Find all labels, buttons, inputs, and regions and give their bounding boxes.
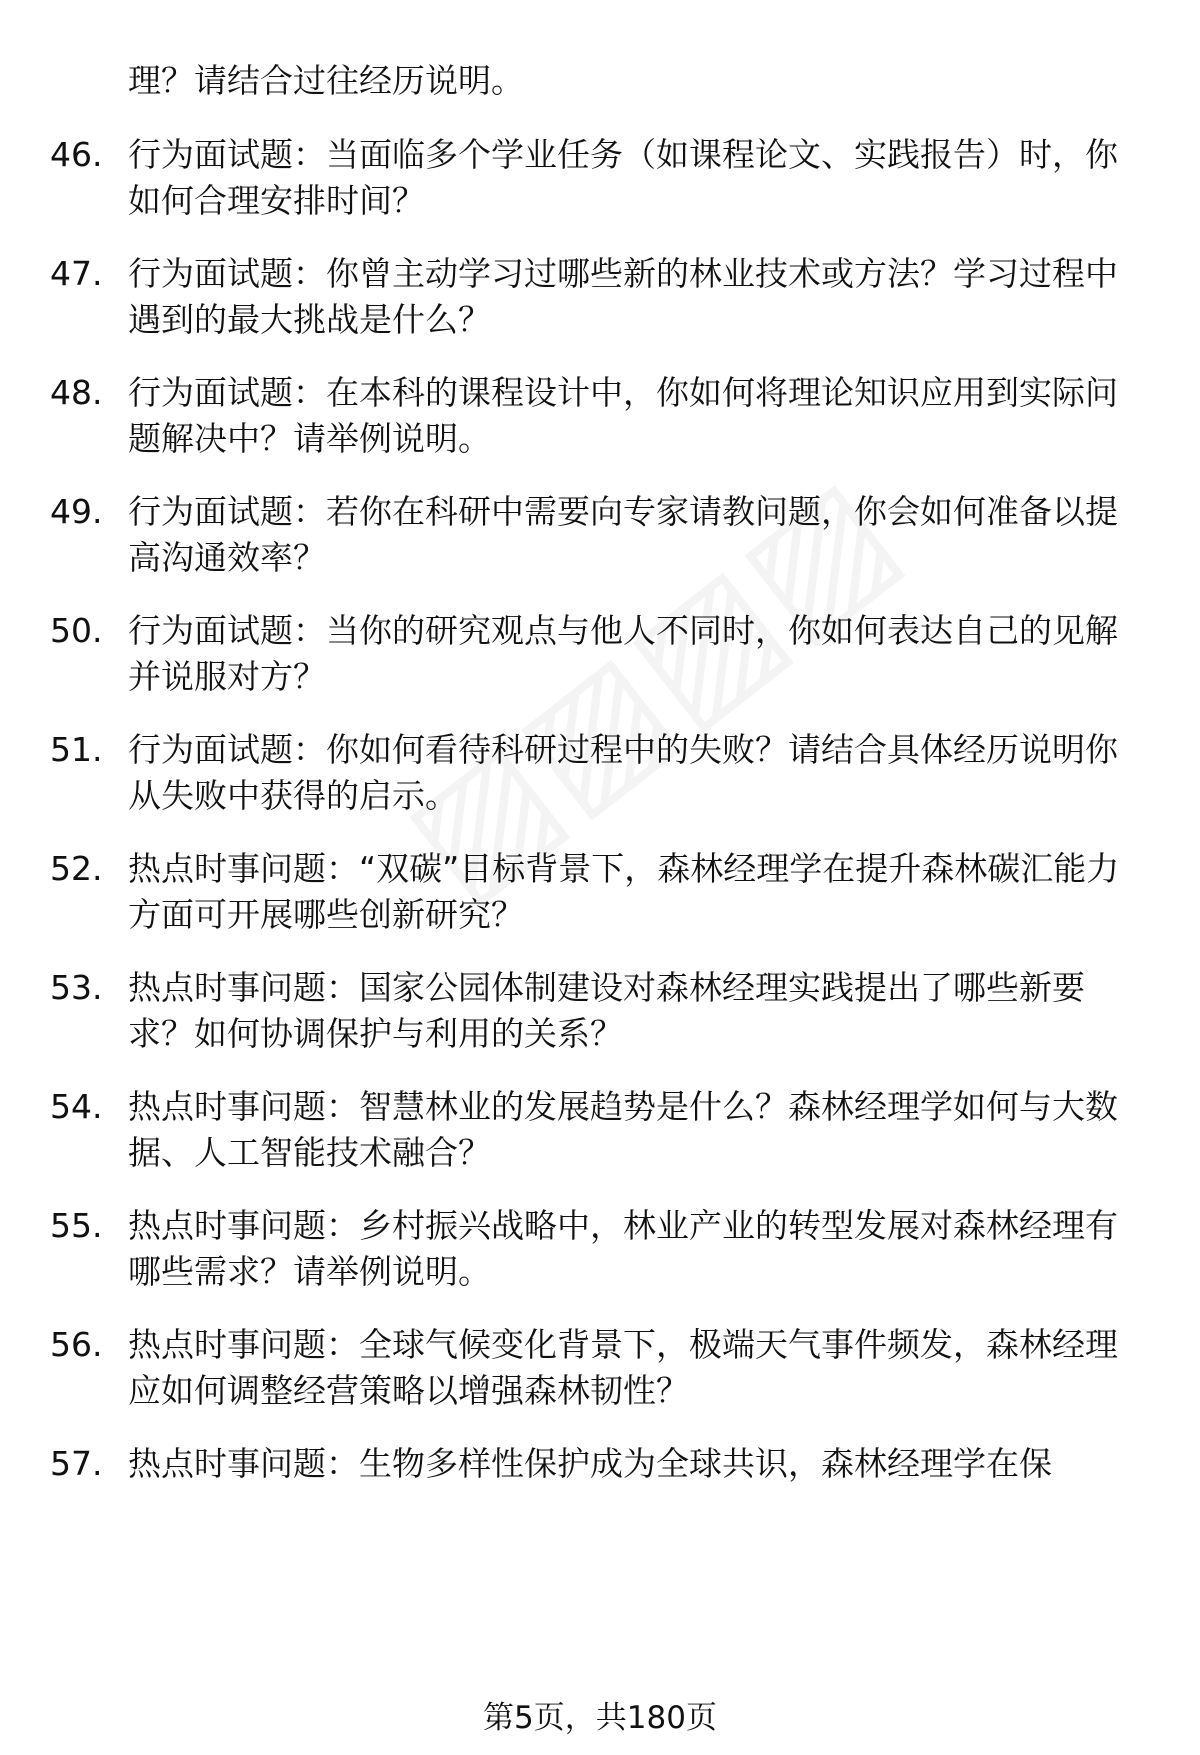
question-item-49 (50, 489, 1170, 581)
question-text: 热点时事问题：全球气候变化背景下，极端天气事件频发，森林经理应如何调整经营策略以增强森林韧性？ (128, 1325, 1118, 1410)
question-item-53 (50, 965, 1170, 1057)
question-text: 热点时事问题：“双碳”目标背景下，森林经理学在提升森林碳汇能力方面可开展哪些创新研究？ (128, 849, 1120, 934)
question-number: 56. (50, 1325, 103, 1364)
question-item-50 (50, 608, 1170, 700)
question-item-57 (50, 1441, 1170, 1487)
question-item-48 (50, 370, 1170, 462)
question-item-51 (50, 727, 1170, 819)
question-text: 行为面试题：若你在科研中需要向专家请教问题，你会如何准备以提高沟通效率？ (128, 492, 1118, 577)
question-item-55 (50, 1203, 1170, 1295)
question-text: 热点时事问题：国家公园体制建设对森林经理实践提出了哪些新要求？如何协调保护与利用的关系？ (128, 968, 1085, 1053)
question-number: 55. (50, 1206, 103, 1245)
question-number: 51. (50, 730, 103, 769)
question-text: 行为面试题：你如何看待科研过程中的失败？请结合具体经历说明你从失败中获得的启示。 (128, 730, 1118, 815)
question-number: 49. (50, 492, 103, 531)
question-text: 行为面试题：你曾主动学习过哪些新的林业技术或方法？学习过程中遇到的最大挑战是什么？ (128, 254, 1118, 339)
question-text: 热点时事问题：乡村振兴战略中，林业产业的转型发展对森林经理有哪些需求？请举例说明。 (128, 1206, 1118, 1291)
question-text: 热点时事问题：智慧林业的发展趋势是什么？森林经理学如何与大数据、人工智能技术融合？ (128, 1087, 1118, 1172)
question-text: 热点时事问题：生物多样性保护成为全球共识，森林经理学在保 (128, 1444, 1052, 1483)
question-text: 行为面试题：当你的研究观点与他人不同时，你如何表达自己的见解并说服对方？ (128, 611, 1118, 696)
question-number: 54. (50, 1087, 103, 1126)
question-number: 47. (50, 254, 103, 293)
page-footer: 第5页，共180页 (483, 1700, 717, 1736)
question-item-46 (50, 132, 1170, 224)
question-number: 53. (50, 968, 103, 1007)
question-item-47 (50, 251, 1170, 343)
question-text: 行为面试题：在本科的课程设计中，你如何将理论知识应用到实际问题解决中？请举例说明。 (128, 373, 1118, 458)
question-item-52 (50, 846, 1170, 938)
question-number: 48. (50, 373, 103, 412)
continued-question-text: 理？请结合过往经历说明。 (128, 61, 524, 100)
question-number: 57. (50, 1444, 103, 1483)
question-text: 行为面试题：当面临多个学业任务（如课程论文、实践报告）时，你如何合理安排时间？ (128, 135, 1118, 220)
question-number: 46. (50, 135, 103, 174)
question-number: 50. (50, 611, 103, 650)
question-item-56 (50, 1322, 1170, 1414)
question-number: 52. (50, 849, 103, 888)
question-item-54 (50, 1084, 1170, 1176)
